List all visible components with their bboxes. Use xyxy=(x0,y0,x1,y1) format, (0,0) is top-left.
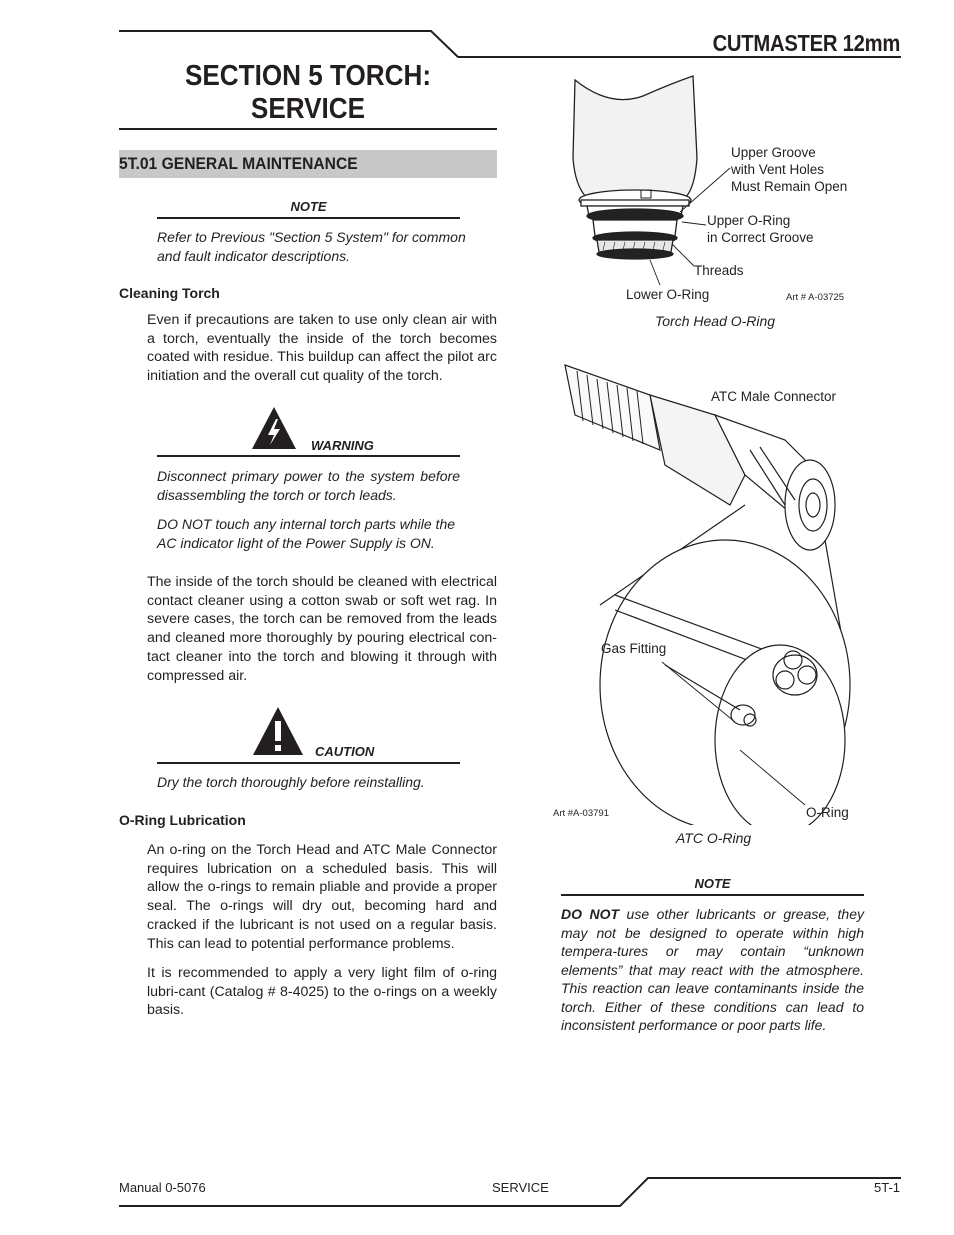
label-atc-connector: ATC Male Connector xyxy=(711,389,837,404)
cleaning-para1-text: Even if precautions are taken to use only clean air with a torch, eventually the inside of the torch becomes coated with residue. This buildup can affect the pilot arc initiation and the overall cut quality of the torch. xyxy=(147,312,497,385)
art-number-2: Art #A-03791 xyxy=(553,808,609,819)
title-underline xyxy=(119,128,497,130)
label-upper-groove xyxy=(731,144,847,195)
warning-text1: Disconnect primary power to the system before disassembling the torch or torch leads. xyxy=(157,468,460,503)
page-title-line2: SERVICE xyxy=(250,93,366,125)
figure1-caption: Torch Head O-Ring xyxy=(655,313,776,329)
cleaning-heading: Cleaning Torch xyxy=(119,285,220,301)
cleaning-para2-text: The inside of the torch should be cleaned with electrical contact cleaner using a cotton swab or soft wet rag. In severe cases, the torch can be removed from the leads and cleaned more thoroughly by pouring electrical con-tact cleaner into the torch and blowing it through with compressed air. xyxy=(147,574,497,684)
cleaning-para2 xyxy=(147,573,497,685)
footer-page-number: 5T-1 xyxy=(874,1180,901,1195)
figure2-caption: ATC O-Ring xyxy=(676,830,752,846)
warning-text2: DO NOT touch any internal torch parts while the AC indicator light of the Power Supply is ON. xyxy=(157,516,456,551)
label-upper-groove-2: with Vent Holes xyxy=(731,162,825,177)
footer-section: SERVICE xyxy=(492,1180,549,1195)
note2-text xyxy=(561,905,864,1035)
electric-warning-icon xyxy=(250,405,298,451)
label-upper-oring xyxy=(707,212,814,246)
page-title xyxy=(138,60,478,126)
note2-lead: DO NOT xyxy=(561,906,620,922)
oring-para1-text: An o-ring on the Torch Head and ATC Male Connector requires lubrication on a scheduled basis. This will allow the o-rings to remain pliable and provide a proper seal. The o-rings will dry out, becoming hard and cracked if the lubricant is not used on a regular basis. This can lead to potential performance problems. xyxy=(147,842,497,952)
brand-title: CUTMASTER 12mm xyxy=(712,30,900,56)
label-oring: O-Ring xyxy=(806,805,849,820)
label-gas-fitting: Gas Fitting xyxy=(601,641,667,656)
warning-heading: WARNING xyxy=(311,438,374,453)
subsection-title: 5T.01 GENERAL MAINTENANCE xyxy=(119,154,358,173)
note2-rule xyxy=(561,894,864,896)
note-rule xyxy=(157,217,460,219)
caution-text: Dry the torch thoroughly before reinstalling. xyxy=(157,774,425,790)
art-number-1: Art # A-03725 xyxy=(786,292,845,303)
figure2-leader-lines xyxy=(660,660,810,810)
label-lower-oring: Lower O-Ring xyxy=(626,287,710,302)
label-upper-groove-1: Upper Groove xyxy=(731,145,816,160)
oring-para1 xyxy=(147,841,497,953)
oring-para2 xyxy=(147,964,497,1020)
caution-rule xyxy=(157,762,460,764)
label-upper-oring-1: Upper O-Ring xyxy=(707,213,791,228)
label-threads: Threads xyxy=(694,263,744,278)
oring-heading: O-Ring Lubrication xyxy=(119,812,246,828)
caution-icon xyxy=(251,705,305,757)
note2-body: use other lubricants or grease, they may not be designed to operate within high tempera-tures or may contain “unknown elements” that may react with the atmosphere. This reaction can leave contaminants inside the torch. Either of these conditions can lead to inconsistent performance or poor parts life. xyxy=(561,906,864,1033)
note-text-line1: Refer to Previous "Section 5 System" for common xyxy=(157,229,466,245)
caution-heading: CAUTION xyxy=(315,744,375,759)
note-heading: NOTE xyxy=(290,199,327,214)
note-text-line2: and fault indicator descriptions. xyxy=(157,247,350,264)
page-title-line1: SECTION 5 TORCH: xyxy=(184,60,432,92)
label-upper-groove-3: Must Remain Open xyxy=(731,179,848,194)
label-upper-oring-2: in Correct Groove xyxy=(707,230,814,245)
warning-rule xyxy=(157,455,460,457)
note-text xyxy=(157,228,467,265)
footer-manual: Manual 0-5076 xyxy=(119,1180,206,1195)
note2-heading: NOTE xyxy=(694,876,731,891)
subsection-heading xyxy=(119,150,497,178)
cleaning-para1 xyxy=(147,311,497,386)
oring-para2-text: It is recommended to apply a very light film of o-ring lubri-cant (Catalog # 8-4025) to the o-rings on a weekly basis. xyxy=(147,965,497,1019)
